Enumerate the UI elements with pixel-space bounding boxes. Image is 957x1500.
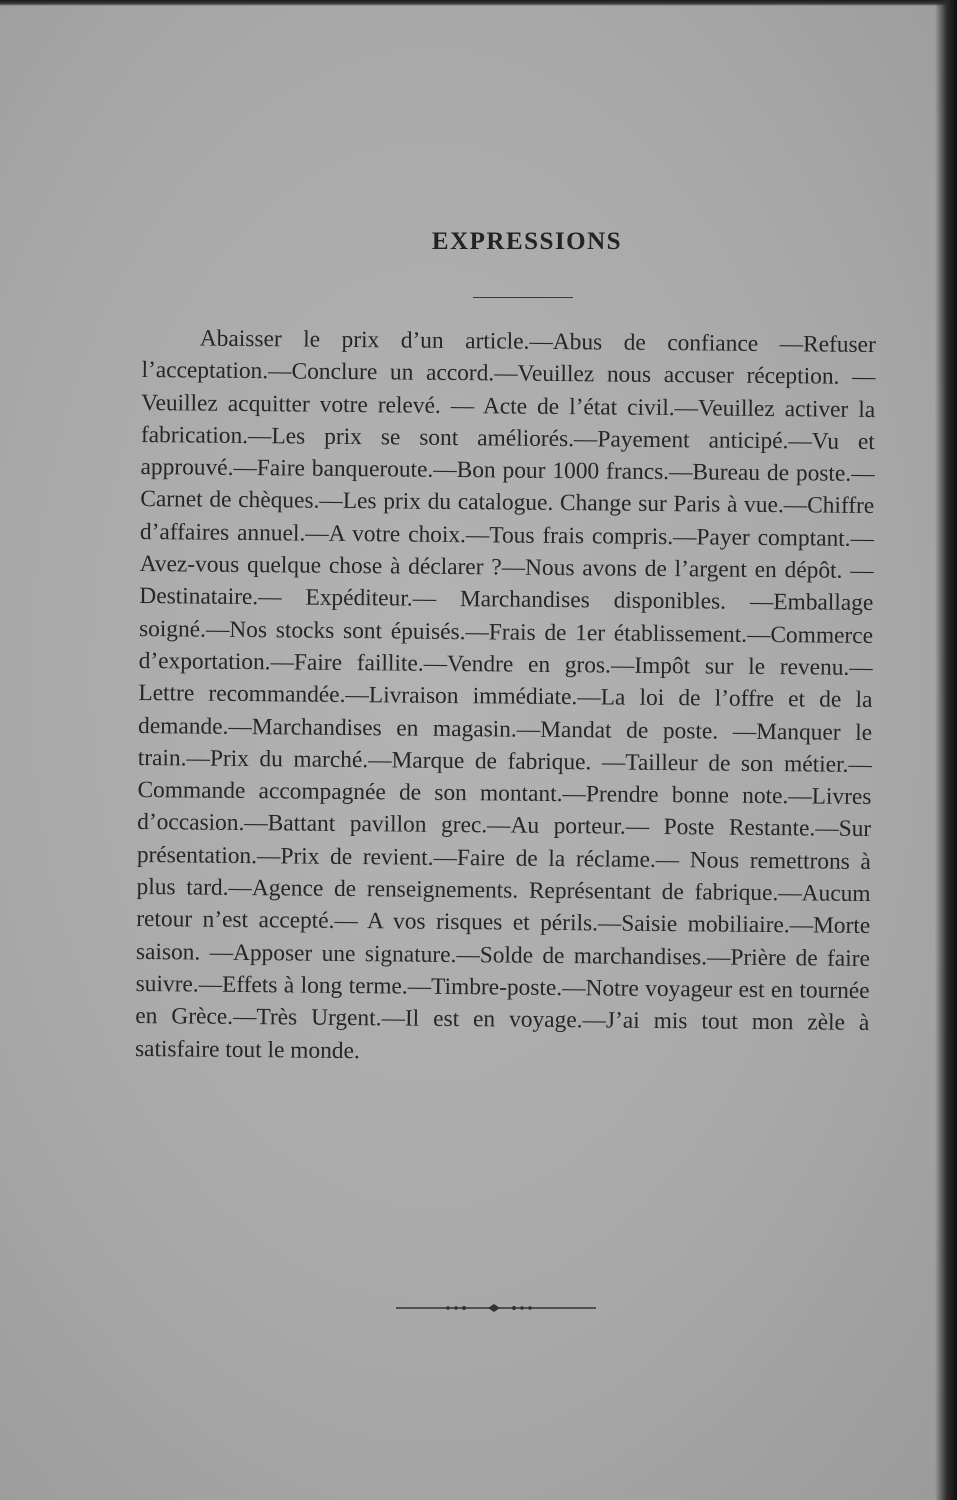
- page-top-edge-shadow: [0, 0, 957, 6]
- page-right-edge-shadow: [935, 0, 957, 1500]
- end-ornament: [396, 1300, 596, 1316]
- title-divider: [473, 297, 573, 298]
- section-title: EXPRESSIONS: [431, 228, 623, 255]
- expressions-paragraph: Abaisser le prix d’un article.—Abus de confiance —Refuser l’acceptation.—Conclure un accord.—Veuillez nous accuser réception. — Veuillez acquitter votre relevé. — Acte de l’état civil.—Veuillez activer la fabrication.—Les prix se sont améliorés.—Payement anticipé.—Vu et approuvé.—Faire banqueroute.—Bon pour 1000 francs.—Bureau de poste.—Carnet de chèques.—Les prix du catalogue. Change sur Paris à vue.—Chiffre d’affaires annuel.—A votre choix.—Tous frais compris.—Payer comptant.— Avez-vous quelque chose à déclarer ?—Nous avons de l’argent en dépôt. — Destinataire.— Expéditeur.— Marchandises disponibles. —Emballage soigné.—Nos stocks sont épuisés.—Frais de 1er établissement.—Commerce d’exportation.—Faire faillite.—Vendre en gros.—Impôt sur le revenu.—Lettre recommandée.—Livraison immédiate.—La loi de l’offre et de la demande.—Marchandises en magasin.—Mandat de poste. —Manquer le train.—Prix du marché.—Marque de fabrique. —Tailleur de son métier.—Commande accompagnée de son montant.—Prendre bonne note.—Livres d’occasion.—Battant pavillon grec.—Au porteur.— Poste Restante.—Sur présentation.—Prix de revient.—Faire de la réclame.— Nous remettrons à plus tard.—Agence de renseignements. Représentant de fabrique.—Aucum retour n’est accepté.— A vos risques et périls.—Saisie mobiliaire.—Morte saison. —Apposer une signature.—Solde de marchandises.—Prière de faire suivre.—Effets à long terme.—Timbre-poste.—Notre voyageur est en tournée en Grèce.—Très Urgent.—Il est en voyage.—J’ai mis tout mon zèle à satisfaire tout le monde.: [134, 325, 876, 1064]
